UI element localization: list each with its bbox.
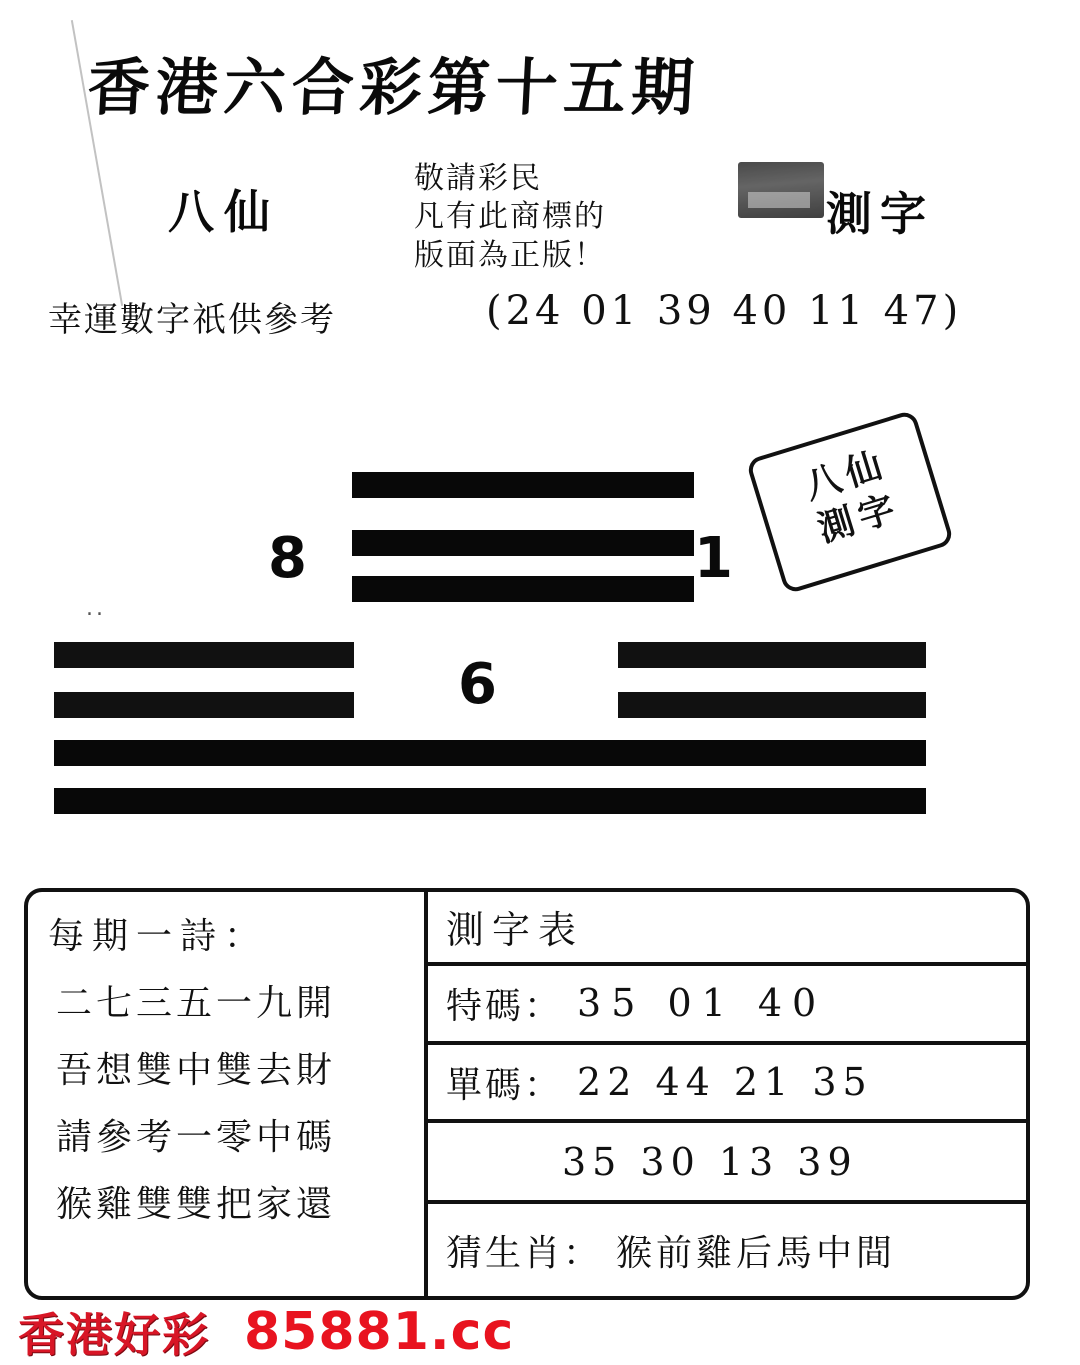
poem-title: 每期一詩： [48, 916, 269, 957]
row-values: 35 30 13 39 [562, 1139, 858, 1184]
brand-name: 八仙 [168, 185, 280, 239]
hexagram-bar-4-right [618, 642, 926, 668]
footer-brand: 香港好彩 [18, 1308, 210, 1362]
seal-line-2: 測字 [812, 485, 906, 551]
poem-line: 二七三五一九開 [56, 983, 337, 1024]
hexagram-bar-4-left [54, 642, 354, 668]
hexagram-bar-7 [54, 788, 926, 814]
chart-column [428, 892, 1026, 1296]
footer [0, 1300, 1080, 1364]
lucky-numbers-label: 幸運數字祇供參考 [48, 300, 336, 340]
table-row [428, 966, 1026, 1046]
hexagram-bar-5-right [618, 692, 926, 718]
table-row [428, 1045, 1026, 1123]
table-row [428, 1123, 1026, 1205]
notice-line-3: 版面為正版！ [414, 237, 606, 273]
hexagram-number-left: 8 [268, 526, 307, 591]
page-title: 香港六合彩第十五期 [85, 51, 702, 124]
stamp-label: 測字 [826, 187, 934, 241]
notice-block [414, 160, 606, 275]
hexagram-bar-1 [352, 472, 694, 498]
trademark-stamp-icon [738, 162, 824, 218]
bottom-table [24, 888, 1030, 1300]
table-row [428, 1204, 1026, 1296]
hexagram-bar-6 [54, 740, 926, 766]
row-label: 單碼： [446, 1064, 564, 1106]
row-label: 特碼： [446, 985, 564, 1027]
hexagram-bar-2 [352, 530, 694, 556]
poem-line: 猴雞雙雙把家還 [56, 1184, 337, 1225]
row-values: 22 44 21 35 [577, 1060, 873, 1105]
notice-line-2: 凡有此商標的 [414, 199, 606, 235]
footer-url[interactable]: 85881.cc [244, 1302, 515, 1362]
hexagram-bar-3 [352, 576, 694, 602]
row-values: 猴前雞后馬中間 [616, 1232, 897, 1274]
hexagram-number-right: 1 [694, 526, 733, 591]
hexagram-number-center: 6 [458, 652, 497, 717]
lucky-numbers-value: (24 01 39 40 11 47) [486, 288, 963, 334]
chart-title: 測字表 [428, 892, 1026, 966]
poem-line: 吾想雙中雙去財 [56, 1050, 337, 1091]
poem-column [28, 892, 428, 1296]
hexagram-bar-5-left [54, 692, 354, 718]
poem-line: 請參考一零中碼 [56, 1117, 337, 1158]
stray-dots: .. [86, 596, 106, 621]
row-label: 猜生肖： [446, 1232, 603, 1274]
seal-line-1: 八仙 [799, 442, 893, 508]
row-values: 35 01 40 [577, 981, 827, 1026]
notice-line-1: 敬請彩民 [414, 161, 542, 196]
